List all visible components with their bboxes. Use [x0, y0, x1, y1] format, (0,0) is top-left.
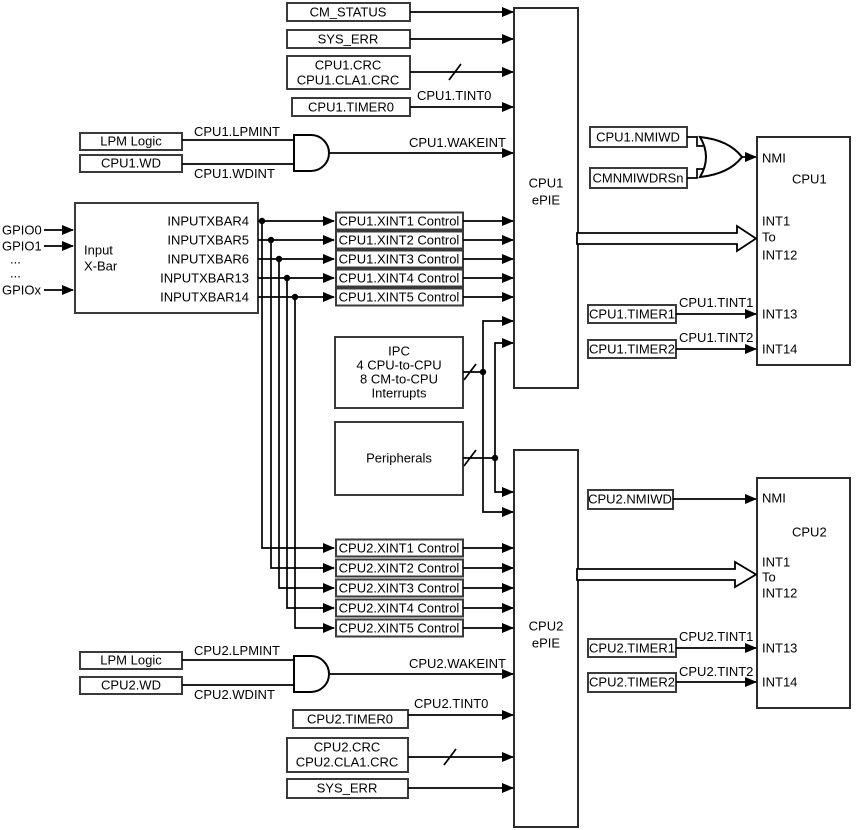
cpu1-int-range-line1: INT1 [762, 213, 791, 229]
junction-dot [284, 275, 290, 281]
inputxbar14-label: INPUTXBAR14 [160, 289, 249, 305]
cpu1-xint1-control-label: CPU1.XINT1 Control [338, 213, 460, 229]
cpu2-epie-label-line2: ePIE [531, 635, 561, 651]
cpu1-nmiwd-label: CPU1.NMIWD [596, 129, 680, 145]
cpu1-timer1-label: CPU1.TIMER1 [589, 306, 675, 322]
cpu1-nmi-pin-label: NMI [762, 150, 786, 166]
junction-dot [480, 369, 486, 375]
ipc-to-cpu2-epie-wire [483, 372, 513, 512]
cpu1-xint4-control-label: CPU1.XINT4 Control [338, 270, 460, 286]
gpio1-label: GPIO1 [2, 238, 42, 254]
cpu1-lpm-logic-label: LPM Logic [100, 133, 162, 149]
cpu1-core-name: CPU1 [792, 171, 827, 187]
ipc-label-line3: 8 CM-to-CPU [359, 371, 439, 387]
cpu2-int-range-line3: INT12 [762, 585, 798, 601]
cmnmiwdrsn-label: CMNMIWDRSn [592, 170, 684, 186]
inputxbar6-label: INPUTXBAR6 [167, 251, 249, 267]
cpu2-tint2-signal-label: CPU2.TINT2 [679, 664, 754, 679]
cpu2-nmi-pin-label: NMI [762, 490, 786, 506]
inputxbar14-branch-wire [295, 297, 334, 628]
cpu2-xint1-control-label: CPU2.XINT1 Control [338, 540, 460, 556]
ipc-label-line4: Interrupts [371, 385, 427, 401]
cpu2-int-range-line2: To [762, 569, 776, 585]
cpu2-nmiwd-label: CPU2.NMIWD [588, 491, 672, 507]
inputxbar5-branch-wire [271, 240, 334, 568]
cpu1-xint3-control-label: CPU1.XINT3 Control [338, 251, 460, 267]
inputxbar4-label: INPUTXBAR4 [167, 213, 249, 229]
cpu2-int14-pin-label: INT14 [762, 674, 798, 690]
cpu1-tint1-signal-label: CPU1.TINT1 [679, 295, 754, 310]
cpu2-timer1-label: CPU2.TIMER1 [589, 640, 675, 656]
junction-dot [259, 218, 265, 224]
junction-dot [492, 455, 498, 461]
cpu2-timer0-label: CPU2.TIMER0 [307, 711, 393, 727]
cpu1-int-range-line3: INT12 [762, 247, 798, 263]
cpu2-tint0-signal-label: CPU2.TINT0 [414, 696, 489, 711]
cpu1-epie-label-line2: ePIE [531, 192, 561, 208]
gpiox-label: GPIOx [2, 282, 42, 298]
cpu2-crc-label-line1: CPU2.CRC [313, 739, 381, 755]
cpu1-crc-label-line1: CPU1.CRC [314, 57, 382, 73]
inputxbar13-label: INPUTXBAR13 [160, 270, 249, 286]
cpu2-wdint-signal-label: CPU2.WDINT [194, 687, 275, 702]
cpu2-tint1-signal-label: CPU2.TINT1 [679, 629, 754, 644]
cpu2-crc-label-line2: CPU2.CLA1.CRC [295, 754, 399, 770]
cpu1-xint5-control-label: CPU1.XINT5 Control [338, 289, 460, 305]
input-xbar-title-line2: X-Bar [84, 258, 118, 274]
cpu1-timer0-label: CPU1.TIMER0 [308, 99, 394, 115]
junction-dot [292, 294, 298, 300]
cpu2-xint3-control-label: CPU2.XINT3 Control [338, 580, 460, 596]
cpu1-int-range-line2: To [762, 229, 776, 245]
inputxbar13-branch-wire [287, 278, 334, 608]
cpu1-crc-label-line2: CPU1.CLA1.CRC [296, 72, 400, 88]
cpu2-wakeint-signal-label: CPU2.WAKEINT [408, 656, 506, 671]
cpu1-wd-label: CPU1.WD [101, 155, 161, 171]
gpio0-label: GPIO0 [2, 222, 42, 238]
cpu2-wd-label: CPU2.WD [101, 677, 161, 693]
cpu1-int1-12-bus-arrow [577, 226, 756, 251]
peripherals-to-cpu1-epie-wire [495, 343, 513, 458]
cpu2-xint5-control-label: CPU2.XINT5 Control [338, 620, 460, 636]
cm-status-label: CM_STATUS [309, 4, 387, 20]
ipc-label-line1: IPC [388, 343, 410, 359]
cpu1-lpmint-signal-label: CPU1.LPMINT [194, 124, 280, 139]
input-xbar-title-line1: Input [84, 242, 113, 258]
inputxbar5-label: INPUTXBAR5 [167, 232, 249, 248]
cpu1-xint2-control-label: CPU1.XINT2 Control [338, 232, 460, 248]
cpu1-int14-pin-label: INT14 [762, 341, 798, 357]
cpu1-wakeint-signal-label: CPU1.WAKEINT [408, 135, 506, 150]
cpu1-wakeint-and-gate [294, 135, 329, 171]
cpu2-xint2-control-label: CPU2.XINT2 Control [338, 560, 460, 576]
cpu2-wakeint-and-gate [294, 656, 329, 692]
ipc-to-cpu1-epie-wire [483, 321, 513, 372]
cpu1-int13-pin-label: INT13 [762, 306, 798, 322]
cpu1-nmi-or-gate [700, 137, 742, 177]
cpu1-tint2-signal-label: CPU1.TINT2 [679, 330, 754, 345]
cpu2-int-range-line1: INT1 [762, 554, 791, 570]
cpu2-int1-12-bus-arrow [577, 562, 756, 587]
cpu2-lpmint-signal-label: CPU2.LPMINT [194, 643, 280, 658]
cpu1-tint0-signal-label: CPU1.TINT0 [417, 88, 492, 103]
cpu1-wdint-signal-label: CPU1.WDINT [194, 166, 275, 181]
junction-dot [276, 256, 282, 262]
gpio-ellipsis-1: ... [10, 251, 21, 267]
peripherals-to-cpu2-epie-wire [495, 458, 513, 492]
peripherals-label: Peripherals [366, 450, 432, 466]
cpu2-timer2-label: CPU2.TIMER2 [589, 674, 675, 690]
cpu2-sys-err-label: SYS_ERR [316, 780, 378, 796]
ipc-label-line2: 4 CPU-to-CPU [356, 357, 442, 373]
cpu1-epie-label-line1: CPU1 [528, 175, 564, 191]
cpu1-timer2-label: CPU1.TIMER2 [589, 341, 675, 357]
cpu2-epie-label-line1: CPU2 [528, 618, 564, 634]
cpu2-int13-pin-label: INT13 [762, 640, 798, 656]
cpu2-core-name: CPU2 [792, 524, 827, 540]
junction-dot [268, 237, 274, 243]
gpio-ellipsis-2: ... [10, 265, 21, 281]
inputxbar4-branch-wire [262, 221, 334, 548]
cpu1-sys-err-label: SYS_ERR [317, 31, 379, 47]
cpu2-xint4-control-label: CPU2.XINT4 Control [338, 600, 460, 616]
cpu2-lpm-logic-label: LPM Logic [100, 652, 162, 668]
